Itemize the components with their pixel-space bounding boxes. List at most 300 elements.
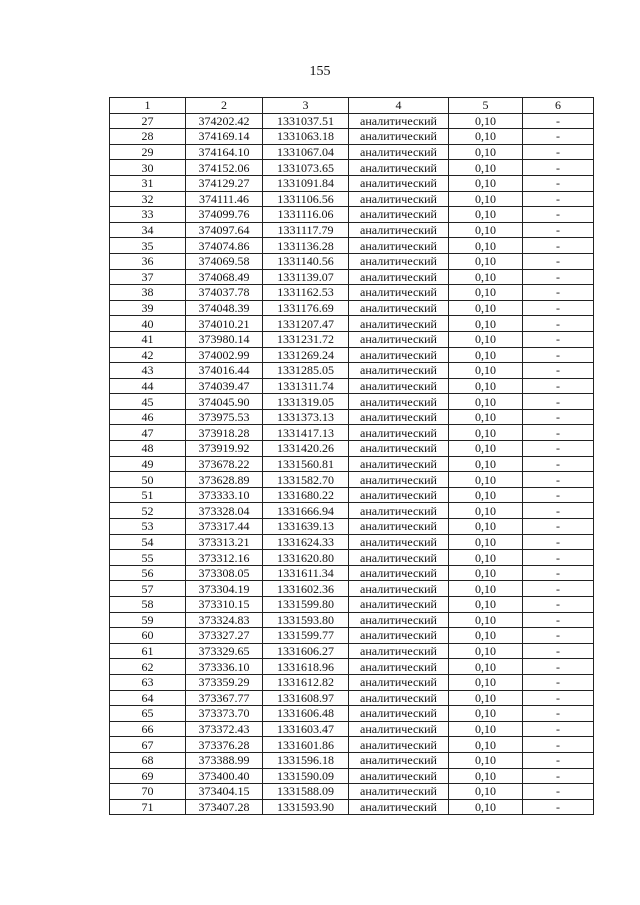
table-cell-col-6: - [523,487,594,503]
table-cell-col-4: аналитический [349,113,449,129]
table-row [110,674,594,690]
table-row [110,160,594,176]
table-cell-col-1: 44 [110,378,186,394]
table-cell-col-3: 1331073.65 [263,160,349,176]
table-cell-col-5: 0,10 [449,363,523,379]
table-cell-col-3: 1331063.18 [263,129,349,145]
table-cell-col-5: 0,10 [449,456,523,472]
table-cell-col-5: 0,10 [449,129,523,145]
table-row [110,129,594,145]
table-cell-col-2: 373678.22 [186,456,263,472]
table-cell-col-6: - [523,706,594,722]
table-cell-col-4: аналитический [349,534,449,550]
table-cell-col-2: 374111.46 [186,191,263,207]
table-cell-col-1: 32 [110,191,186,207]
table-cell-col-2: 374039.47 [186,378,263,394]
table-cell-col-4: аналитический [349,175,449,191]
table-cell-col-6: - [523,643,594,659]
table-cell-col-2: 373317.44 [186,519,263,535]
table-cell-col-6: - [523,129,594,145]
table-cell-col-4: аналитический [349,347,449,363]
table-cell-col-4: аналитический [349,300,449,316]
table-cell-col-4: аналитический [349,191,449,207]
table-cell-col-4: аналитический [349,752,449,768]
table-cell-col-5: 0,10 [449,253,523,269]
table-cell-col-5: 0,10 [449,581,523,597]
table-row [110,628,594,644]
table-cell-col-3: 1331599.80 [263,597,349,613]
table-cell-col-1: 54 [110,534,186,550]
table-cell-col-4: аналитический [349,784,449,800]
table-cell-col-4: аналитический [349,674,449,690]
table-row [110,253,594,269]
table-cell-col-2: 373313.21 [186,534,263,550]
table-cell-col-4: аналитический [349,799,449,815]
table-cell-col-2: 374129.27 [186,175,263,191]
table-cell-col-2: 374169.14 [186,129,263,145]
table-cell-col-2: 373980.14 [186,331,263,347]
table-row [110,207,594,223]
table-cell-col-4: аналитический [349,160,449,176]
table-cell-col-2: 374164.10 [186,144,263,160]
header-cell-2: 2 [186,98,263,114]
table-row [110,285,594,301]
table-cell-col-5: 0,10 [449,207,523,223]
table-cell-col-5: 0,10 [449,706,523,722]
table-cell-col-5: 0,10 [449,690,523,706]
table-cell-col-5: 0,10 [449,472,523,488]
table-cell-col-6: - [523,472,594,488]
table-cell-col-1: 66 [110,721,186,737]
table-cell-col-1: 57 [110,581,186,597]
table-row [110,534,594,550]
table-cell-col-6: - [523,285,594,301]
table-cell-col-1: 62 [110,659,186,675]
table-cell-col-5: 0,10 [449,144,523,160]
table-cell-col-1: 69 [110,768,186,784]
table-cell-col-5: 0,10 [449,752,523,768]
table-cell-col-6: - [523,191,594,207]
table-cell-col-4: аналитический [349,581,449,597]
table-row [110,721,594,737]
table-cell-col-2: 373327.27 [186,628,263,644]
table-cell-col-1: 37 [110,269,186,285]
table-cell-col-5: 0,10 [449,378,523,394]
table-cell-col-3: 1331639.13 [263,519,349,535]
table-cell-col-4: аналитический [349,721,449,737]
table-cell-col-2: 374045.90 [186,394,263,410]
table-row [110,144,594,160]
table-cell-col-2: 373388.99 [186,752,263,768]
table-cell-col-6: - [523,752,594,768]
table-cell-col-6: - [523,659,594,675]
table-cell-col-5: 0,10 [449,628,523,644]
table-row [110,550,594,566]
table-cell-col-4: аналитический [349,503,449,519]
table-cell-col-1: 55 [110,550,186,566]
table-cell-col-2: 373407.28 [186,799,263,815]
table-cell-col-6: - [523,331,594,347]
table-row [110,394,594,410]
table-cell-col-5: 0,10 [449,550,523,566]
table-cell-col-6: - [523,113,594,129]
table-cell-col-4: аналитический [349,425,449,441]
table-cell-col-1: 43 [110,363,186,379]
table-cell-col-2: 374069.58 [186,253,263,269]
table-row [110,472,594,488]
table-cell-col-5: 0,10 [449,409,523,425]
table-row [110,706,594,722]
table-cell-col-3: 1331611.34 [263,565,349,581]
table-cell-col-5: 0,10 [449,674,523,690]
table-cell-col-1: 65 [110,706,186,722]
table-row [110,113,594,129]
table-cell-col-2: 373308.05 [186,565,263,581]
header-row [110,98,594,114]
table-row [110,175,594,191]
table-row [110,487,594,503]
table-cell-col-3: 1331162.53 [263,285,349,301]
table-cell-col-6: - [523,300,594,316]
table-cell-col-5: 0,10 [449,659,523,675]
table-row [110,612,594,628]
table-cell-col-2: 374099.76 [186,207,263,223]
table-cell-col-1: 58 [110,597,186,613]
table-cell-col-3: 1331285.05 [263,363,349,379]
table-cell-col-1: 41 [110,331,186,347]
table-cell-col-3: 1331606.27 [263,643,349,659]
table-row [110,737,594,753]
header-cell-1: 1 [110,98,186,114]
table-row [110,784,594,800]
table-cell-col-5: 0,10 [449,316,523,332]
table-cell-col-2: 374010.21 [186,316,263,332]
table-cell-col-3: 1331608.97 [263,690,349,706]
table-cell-col-2: 374152.06 [186,160,263,176]
table-cell-col-3: 1331582.70 [263,472,349,488]
table-cell-col-1: 49 [110,456,186,472]
table-cell-col-5: 0,10 [449,643,523,659]
table-cell-col-2: 374097.64 [186,222,263,238]
table-cell-col-3: 1331140.56 [263,253,349,269]
table-cell-col-6: - [523,238,594,254]
table-cell-col-2: 373376.28 [186,737,263,753]
table-cell-col-1: 45 [110,394,186,410]
table-row [110,238,594,254]
table-cell-col-5: 0,10 [449,534,523,550]
header-cell-4: 4 [349,98,449,114]
table-cell-col-1: 71 [110,799,186,815]
table-row [110,752,594,768]
table-cell-col-5: 0,10 [449,503,523,519]
table-cell-col-1: 70 [110,784,186,800]
table-cell-col-3: 1331612.82 [263,674,349,690]
table-cell-col-1: 33 [110,207,186,223]
table-cell-col-6: - [523,269,594,285]
table-cell-col-2: 374037.78 [186,285,263,301]
table-cell-col-4: аналитический [349,316,449,332]
table-cell-col-3: 1331666.94 [263,503,349,519]
table-cell-col-4: аналитический [349,441,449,457]
table-cell-col-4: аналитический [349,628,449,644]
table-cell-col-3: 1331231.72 [263,331,349,347]
table-cell-col-5: 0,10 [449,394,523,410]
table-cell-col-3: 1331106.56 [263,191,349,207]
table-cell-col-5: 0,10 [449,238,523,254]
table-cell-col-5: 0,10 [449,441,523,457]
table-cell-col-5: 0,10 [449,300,523,316]
table-cell-col-6: - [523,253,594,269]
table-row [110,191,594,207]
table-cell-col-3: 1331602.36 [263,581,349,597]
table-cell-col-4: аналитический [349,285,449,301]
table-cell-col-1: 50 [110,472,186,488]
table-cell-col-2: 373373.70 [186,706,263,722]
table-cell-col-5: 0,10 [449,113,523,129]
table-cell-col-3: 1331618.96 [263,659,349,675]
table-row [110,565,594,581]
header-cell-6: 6 [523,98,594,114]
table-cell-col-2: 374016.44 [186,363,263,379]
table-cell-col-2: 373400.40 [186,768,263,784]
table-cell-col-1: 48 [110,441,186,457]
table-cell-col-2: 374074.86 [186,238,263,254]
table-cell-col-5: 0,10 [449,519,523,535]
table-cell-col-1: 42 [110,347,186,363]
table-cell-col-6: - [523,534,594,550]
table-cell-col-2: 373312.16 [186,550,263,566]
table-row [110,597,594,613]
table-cell-col-2: 373372.43 [186,721,263,737]
table-cell-col-2: 373310.15 [186,597,263,613]
table-cell-col-4: аналитический [349,768,449,784]
table-cell-col-2: 373359.29 [186,674,263,690]
header-cell-5: 5 [449,98,523,114]
table-cell-col-3: 1331588.09 [263,784,349,800]
table-cell-col-6: - [523,550,594,566]
table-cell-col-4: аналитический [349,643,449,659]
table-cell-col-4: аналитический [349,472,449,488]
table-cell-col-6: - [523,175,594,191]
table-cell-col-6: - [523,519,594,535]
table-row [110,269,594,285]
table-cell-col-1: 67 [110,737,186,753]
table-cell-col-1: 63 [110,674,186,690]
table-cell-col-5: 0,10 [449,347,523,363]
table-cell-col-4: аналитический [349,207,449,223]
table-cell-col-4: аналитический [349,706,449,722]
table-row [110,643,594,659]
table-row [110,316,594,332]
table-cell-col-4: аналитический [349,550,449,566]
table-cell-col-1: 36 [110,253,186,269]
table-cell-col-5: 0,10 [449,222,523,238]
table-row [110,799,594,815]
table-cell-col-5: 0,10 [449,160,523,176]
table-cell-col-4: аналитический [349,269,449,285]
table-cell-col-2: 373919.92 [186,441,263,457]
table-cell-col-2: 373324.83 [186,612,263,628]
table-cell-col-5: 0,10 [449,175,523,191]
table-cell-col-4: аналитический [349,456,449,472]
table-cell-col-5: 0,10 [449,737,523,753]
page-number: 155 [309,64,331,79]
table-cell-col-6: - [523,144,594,160]
table-cell-col-6: - [523,316,594,332]
table-row [110,363,594,379]
table-cell-col-1: 30 [110,160,186,176]
table-cell-col-2: 373329.65 [186,643,263,659]
table-row [110,768,594,784]
table-cell-col-4: аналитический [349,597,449,613]
table-cell-col-3: 1331620.80 [263,550,349,566]
table-cell-col-6: - [523,597,594,613]
table-cell-col-1: 59 [110,612,186,628]
table-cell-col-3: 1331603.47 [263,721,349,737]
table-cell-col-6: - [523,721,594,737]
table-cell-col-3: 1331037.51 [263,113,349,129]
coordinates-table [109,97,594,815]
table-cell-col-3: 1331269.24 [263,347,349,363]
table-cell-col-5: 0,10 [449,565,523,581]
table-cell-col-1: 51 [110,487,186,503]
table-cell-col-1: 60 [110,628,186,644]
table-cell-col-2: 374068.49 [186,269,263,285]
table-cell-col-3: 1331176.69 [263,300,349,316]
table-body [110,113,594,815]
table-cell-col-3: 1331560.81 [263,456,349,472]
table-cell-col-3: 1331593.80 [263,612,349,628]
header-cell-3: 3 [263,98,349,114]
table-cell-col-3: 1331680.22 [263,487,349,503]
table-cell-col-4: аналитический [349,737,449,753]
table-cell-col-3: 1331420.26 [263,441,349,457]
table-cell-col-5: 0,10 [449,285,523,301]
table-cell-col-6: - [523,565,594,581]
table-cell-col-1: 40 [110,316,186,332]
table-cell-col-4: аналитический [349,253,449,269]
table-cell-col-3: 1331601.86 [263,737,349,753]
table-cell-col-5: 0,10 [449,597,523,613]
table-cell-col-6: - [523,581,594,597]
table-cell-col-6: - [523,222,594,238]
table-cell-col-6: - [523,456,594,472]
table-cell-col-2: 373336.10 [186,659,263,675]
table-cell-col-6: - [523,674,594,690]
table-row [110,222,594,238]
table-row [110,519,594,535]
table-cell-col-6: - [523,784,594,800]
table-row [110,690,594,706]
table-cell-col-3: 1331606.48 [263,706,349,722]
table-cell-col-4: аналитический [349,331,449,347]
table-cell-col-3: 1331067.04 [263,144,349,160]
table-cell-col-4: аналитический [349,690,449,706]
table-cell-col-6: - [523,160,594,176]
table-cell-col-3: 1331116.06 [263,207,349,223]
table-cell-col-2: 373918.28 [186,425,263,441]
table-row [110,581,594,597]
table-cell-col-6: - [523,347,594,363]
table-cell-col-4: аналитический [349,612,449,628]
table-cell-col-5: 0,10 [449,487,523,503]
table-cell-col-4: аналитический [349,363,449,379]
table-cell-col-3: 1331091.84 [263,175,349,191]
table-cell-col-4: аналитический [349,409,449,425]
table-cell-col-4: аналитический [349,238,449,254]
table-cell-col-5: 0,10 [449,721,523,737]
table-cell-col-3: 1331319.05 [263,394,349,410]
table-cell-col-3: 1331596.18 [263,752,349,768]
table-cell-col-2: 373328.04 [186,503,263,519]
table-cell-col-5: 0,10 [449,425,523,441]
table-cell-col-6: - [523,799,594,815]
table-cell-col-1: 53 [110,519,186,535]
table-cell-col-1: 28 [110,129,186,145]
table-cell-col-2: 373975.53 [186,409,263,425]
table-cell-col-1: 34 [110,222,186,238]
table-cell-col-5: 0,10 [449,191,523,207]
table-cell-col-6: - [523,768,594,784]
table-cell-col-3: 1331624.33 [263,534,349,550]
table-cell-col-1: 38 [110,285,186,301]
table-cell-col-1: 29 [110,144,186,160]
table-cell-col-2: 373367.77 [186,690,263,706]
table-cell-col-3: 1331417.13 [263,425,349,441]
table-cell-col-5: 0,10 [449,612,523,628]
table-row [110,378,594,394]
table-cell-col-6: - [523,207,594,223]
table-cell-col-2: 374048.39 [186,300,263,316]
table-cell-col-2: 374202.42 [186,113,263,129]
table-cell-col-1: 31 [110,175,186,191]
table-cell-col-6: - [523,612,594,628]
table-cell-col-4: аналитический [349,144,449,160]
table-cell-col-3: 1331593.90 [263,799,349,815]
table-cell-col-4: аналитический [349,659,449,675]
table-cell-col-6: - [523,378,594,394]
table-cell-col-6: - [523,409,594,425]
table-row [110,425,594,441]
table-cell-col-1: 52 [110,503,186,519]
table-cell-col-5: 0,10 [449,768,523,784]
table-cell-col-1: 39 [110,300,186,316]
table-cell-col-3: 1331117.79 [263,222,349,238]
table-cell-col-3: 1331311.74 [263,378,349,394]
table-cell-col-1: 56 [110,565,186,581]
table-cell-col-6: - [523,363,594,379]
table-cell-col-3: 1331590.09 [263,768,349,784]
table-cell-col-1: 46 [110,409,186,425]
table-row [110,503,594,519]
table-cell-col-3: 1331136.28 [263,238,349,254]
table-cell-col-1: 61 [110,643,186,659]
table-cell-col-1: 68 [110,752,186,768]
table-cell-col-4: аналитический [349,519,449,535]
table-cell-col-4: аналитический [349,394,449,410]
table-cell-col-6: - [523,425,594,441]
table-cell-col-1: 47 [110,425,186,441]
table-cell-col-5: 0,10 [449,784,523,800]
table-cell-col-4: аналитический [349,129,449,145]
table-row [110,409,594,425]
table-row [110,331,594,347]
table-row [110,441,594,457]
table-cell-col-4: аналитический [349,222,449,238]
table-cell-col-5: 0,10 [449,269,523,285]
table-cell-col-2: 373628.89 [186,472,263,488]
table-cell-col-3: 1331373.13 [263,409,349,425]
